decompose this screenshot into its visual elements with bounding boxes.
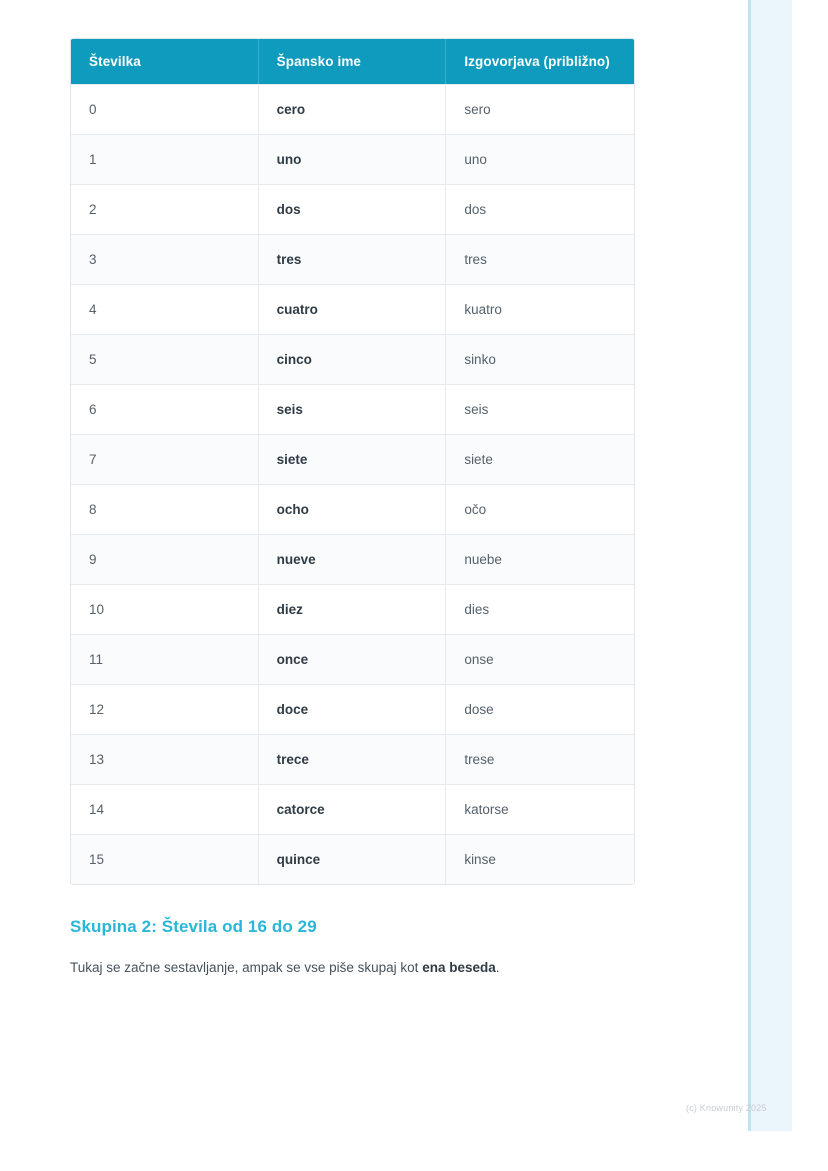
document-content — [70, 38, 635, 978]
cell-spanish: siete — [259, 434, 447, 484]
cell-number: 11 — [71, 634, 259, 684]
cell-pronunciation: očo — [446, 484, 634, 534]
cell-number: 2 — [71, 184, 259, 234]
table-row — [71, 634, 634, 684]
cell-pronunciation: dose — [446, 684, 634, 734]
cell-pronunciation: dos — [446, 184, 634, 234]
cell-spanish: cuatro — [259, 284, 447, 334]
table-row — [71, 584, 634, 634]
cell-pronunciation: sinko — [446, 334, 634, 384]
cell-spanish: trece — [259, 734, 447, 784]
paragraph-text-bold: ena beseda — [422, 960, 496, 975]
cell-spanish: dos — [259, 184, 447, 234]
cell-pronunciation: seis — [446, 384, 634, 434]
table-row — [71, 84, 634, 134]
cell-number: 14 — [71, 784, 259, 834]
cell-pronunciation: katorse — [446, 784, 634, 834]
table-header-row — [71, 39, 634, 84]
numbers-table — [70, 38, 635, 885]
section-paragraph — [70, 958, 635, 978]
cell-spanish: uno — [259, 134, 447, 184]
footer-copyright: (c) Knowunity 2025 — [686, 1103, 767, 1113]
table-row — [71, 434, 634, 484]
table-row — [71, 134, 634, 184]
cell-pronunciation: uno — [446, 134, 634, 184]
table-row — [71, 784, 634, 834]
cell-pronunciation: siete — [446, 434, 634, 484]
cell-number: 13 — [71, 734, 259, 784]
cell-number: 6 — [71, 384, 259, 434]
cell-number: 1 — [71, 134, 259, 184]
cell-spanish: nueve — [259, 534, 447, 584]
cell-pronunciation: nuebe — [446, 534, 634, 584]
cell-spanish: catorce — [259, 784, 447, 834]
column-header-number: Številka — [71, 39, 259, 84]
table-row — [71, 234, 634, 284]
cell-pronunciation: trese — [446, 734, 634, 784]
cell-number: 7 — [71, 434, 259, 484]
table-row — [71, 684, 634, 734]
cell-number: 0 — [71, 84, 259, 134]
table-row — [71, 734, 634, 784]
cell-number: 15 — [71, 834, 259, 884]
cell-number: 10 — [71, 584, 259, 634]
cell-number: 3 — [71, 234, 259, 284]
cell-spanish: seis — [259, 384, 447, 434]
table-row — [71, 384, 634, 434]
cell-spanish: cero — [259, 84, 447, 134]
cell-number: 5 — [71, 334, 259, 384]
cell-spanish: cinco — [259, 334, 447, 384]
cell-spanish: doce — [259, 684, 447, 734]
column-header-pronunciation: Izgovorjava (približno) — [446, 39, 634, 84]
cell-pronunciation: dies — [446, 584, 634, 634]
cell-pronunciation: onse — [446, 634, 634, 684]
cell-spanish: once — [259, 634, 447, 684]
cell-pronunciation: sero — [446, 84, 634, 134]
column-header-spanish-name: Špansko ime — [259, 39, 447, 84]
cell-number: 4 — [71, 284, 259, 334]
table-row — [71, 484, 634, 534]
cell-spanish: quince — [259, 834, 447, 884]
cell-spanish: tres — [259, 234, 447, 284]
section-heading: Skupina 2: Števila od 16 do 29 — [70, 917, 317, 936]
table-row — [71, 834, 634, 884]
cell-pronunciation: tres — [446, 234, 634, 284]
table-row — [71, 334, 634, 384]
paragraph-text-after: . — [495, 960, 500, 975]
cell-spanish: ocho — [259, 484, 447, 534]
table-row — [71, 184, 634, 234]
cell-number: 8 — [71, 484, 259, 534]
table-row — [71, 284, 634, 334]
cell-pronunciation: kinse — [446, 834, 634, 884]
cell-spanish: diez — [259, 584, 447, 634]
cell-pronunciation: kuatro — [446, 284, 634, 334]
paragraph-text-before: Tukaj se začne sestavljanje, ampak se vse piše skupaj kot — [70, 960, 423, 975]
right-margin-band — [748, 0, 792, 1131]
right-margin-rule — [748, 0, 751, 1131]
table-body — [71, 84, 634, 884]
cell-number: 9 — [71, 534, 259, 584]
table-row — [71, 534, 634, 584]
cell-number: 12 — [71, 684, 259, 734]
table-header — [71, 39, 634, 84]
